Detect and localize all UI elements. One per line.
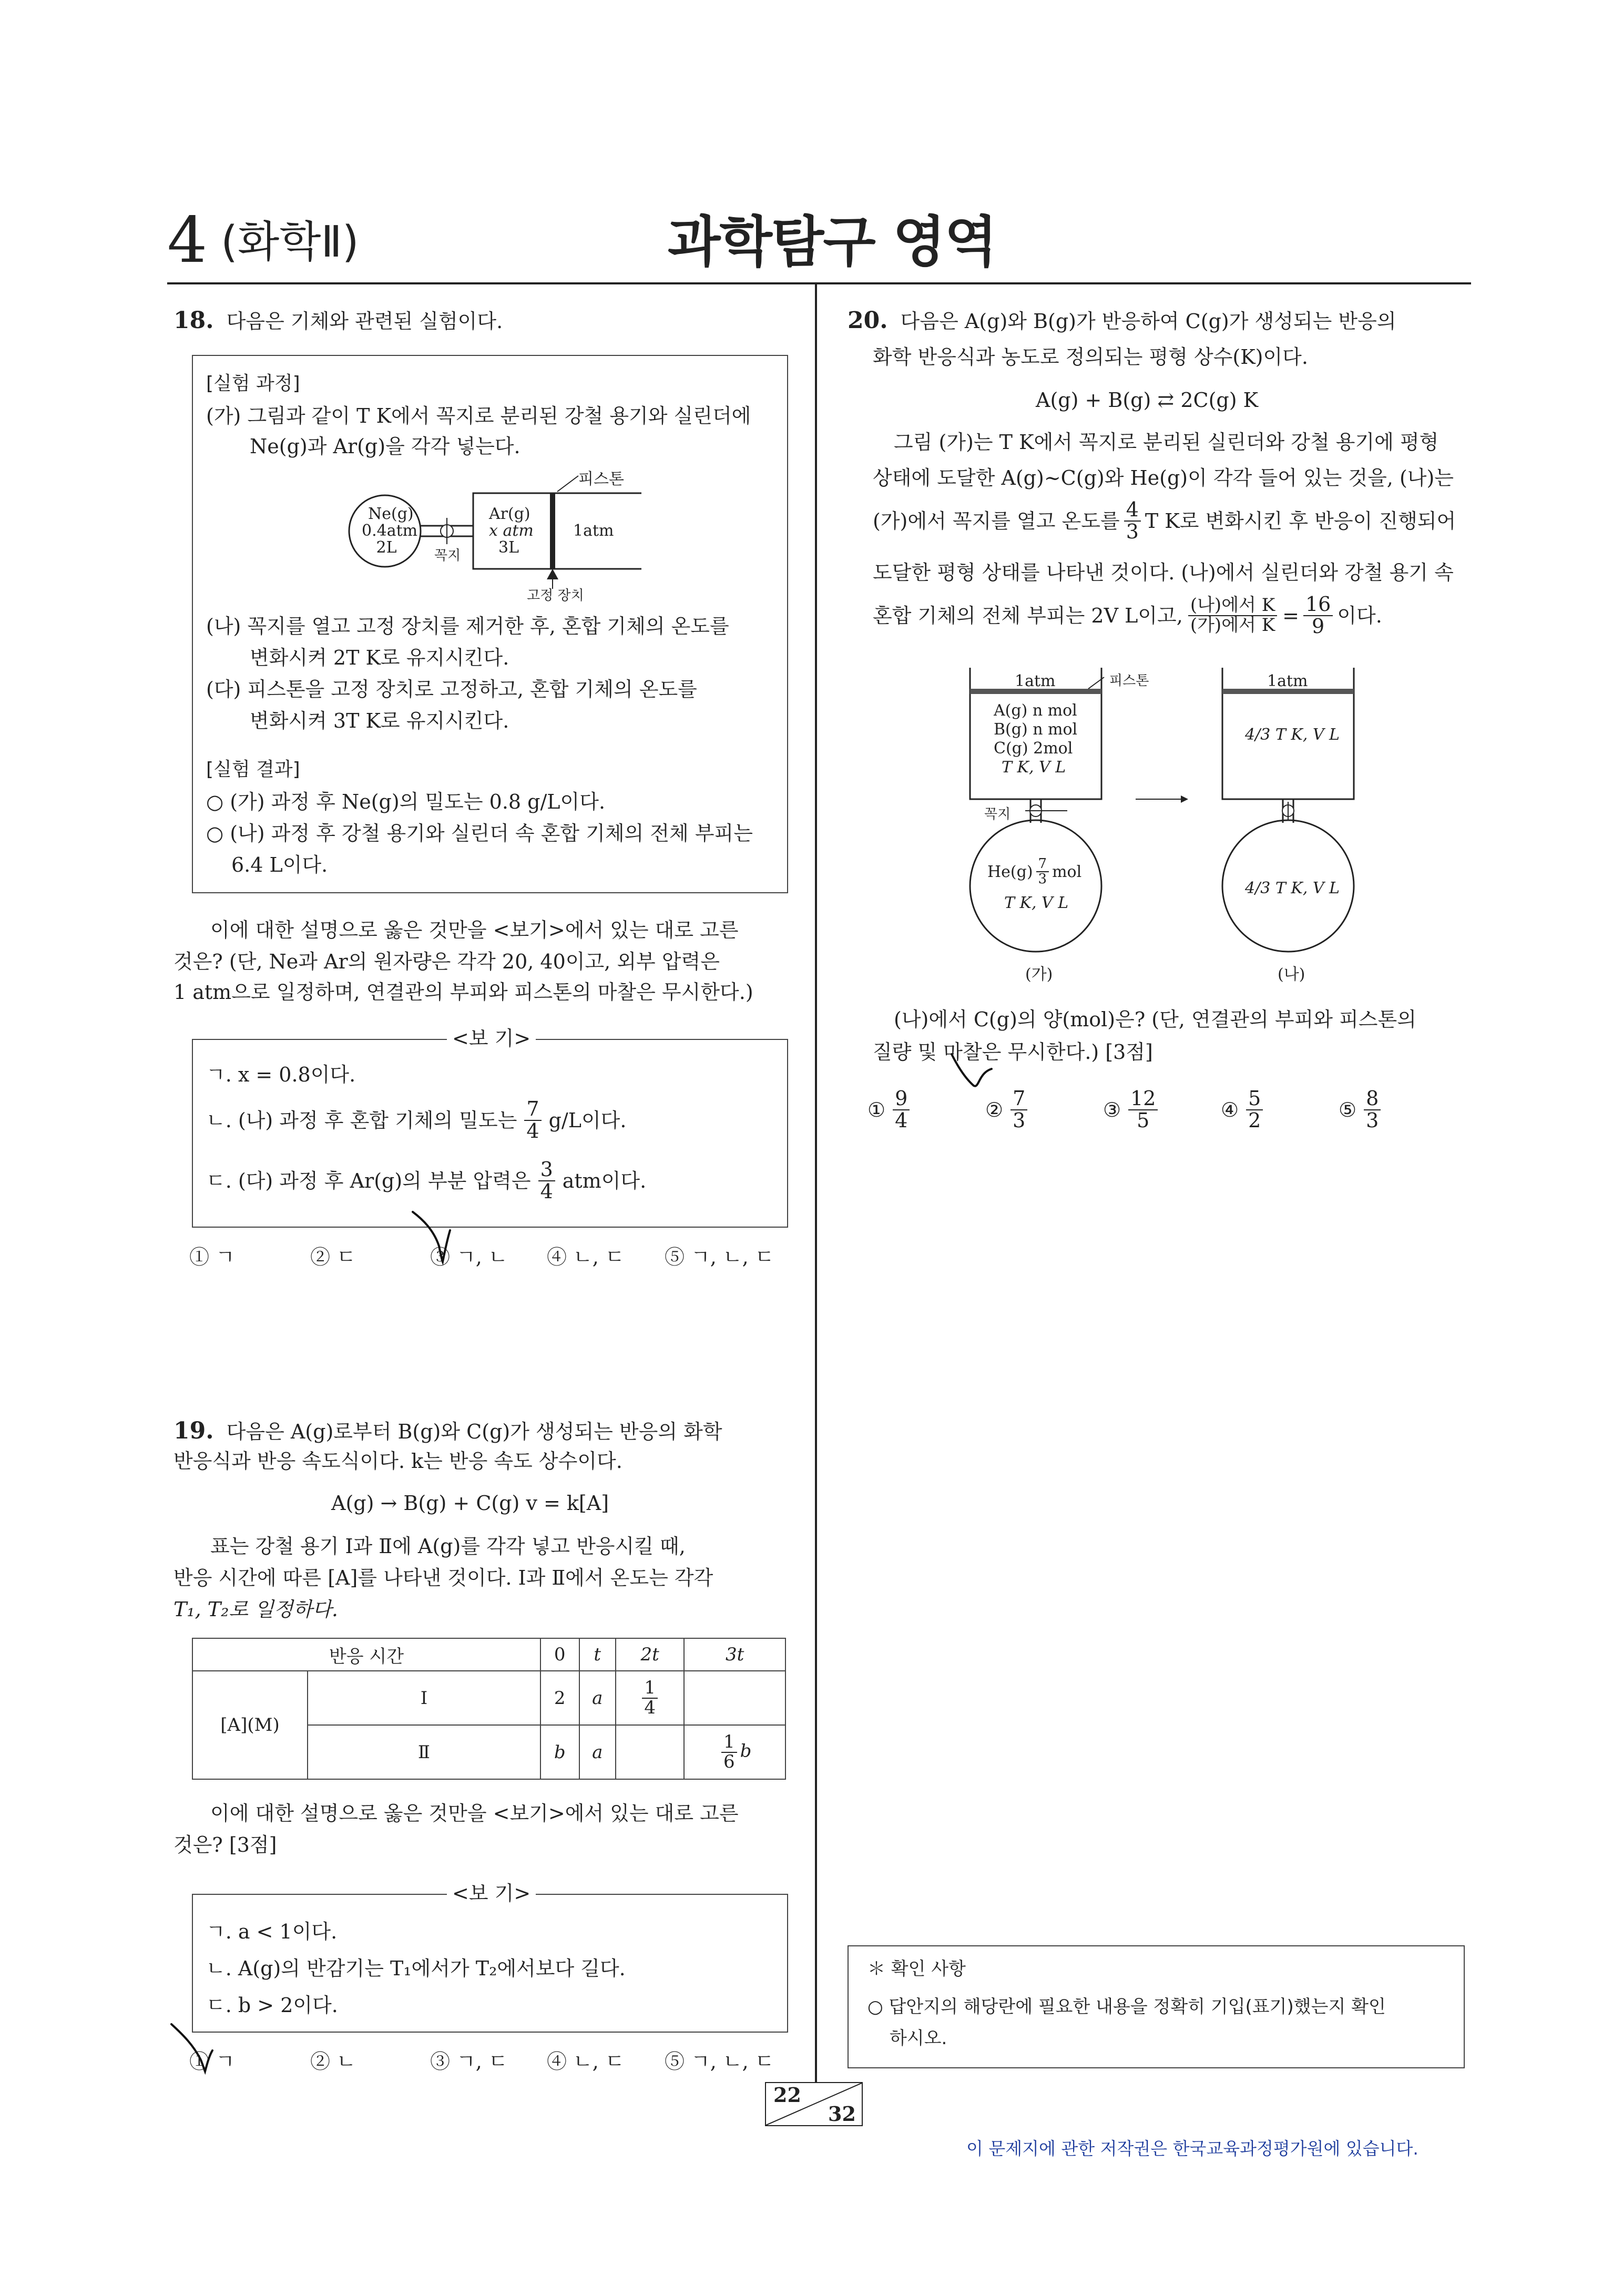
q18-choice-2[interactable]: ② ㄷ <box>310 1246 356 1269</box>
q19-table-h3: 2t <box>616 1638 684 1671</box>
q18-fig-ar1: Ar(g) <box>489 505 530 523</box>
q20-choice-5-fraction <box>1364 1088 1381 1131</box>
q19-table-r2c4-fraction <box>721 1733 737 1771</box>
q19-para-3: T₁, T₂로 일정하다. <box>173 1598 339 1621</box>
frac-den: 4 <box>895 1108 908 1132</box>
q18-result-2a: ○ (나) 과정 후 강철 용기와 실린더 속 혼합 기체의 전체 부피는 <box>206 822 753 845</box>
q19-bogi-1: ㄱ. a < 1이다. <box>206 1920 338 1943</box>
q18-fig-ar3: 3L <box>498 538 519 557</box>
q20-question-1: (나)에서 C(g)의 양(mol)은? (단, 연결관의 부피와 피스톤의 <box>894 1008 1416 1031</box>
confirm-line-1: ○ 답안지의 해당란에 필요한 내용을 정확히 기입(표기)했는지 확인 <box>867 1996 1386 2017</box>
header-rule <box>167 282 1471 284</box>
page-current: 22 <box>773 2083 801 2107</box>
q18-proc-title: [실험 과정] <box>206 373 300 394</box>
q20-para-4: 도달한 평형 상태를 나타낸 것이다. (나)에서 실린더와 강철 용기 속 <box>873 561 1454 584</box>
q19-table-h2: t <box>579 1638 616 1671</box>
frac-num: 4 <box>1124 499 1141 522</box>
q20-para-5 <box>873 594 1382 637</box>
q19-question-1: 이에 대한 설명으로 옳은 것만을 <보기>에서 있는 대로 고른 <box>210 1802 739 1825</box>
q20-fig-he-label: He(g) <box>987 862 1033 881</box>
q19-table-r2: Ⅱ <box>308 1725 540 1779</box>
frac-num: (나)에서 K <box>1188 596 1277 616</box>
q20-choice-4-mark: ④ <box>1221 1098 1239 1121</box>
frac-num: 8 <box>1364 1088 1381 1110</box>
q19-table-r1c4 <box>684 1671 785 1725</box>
q20-fig-b: B(g) n mol <box>994 720 1078 739</box>
q19-table-rowlabel: [A](M) <box>192 1671 308 1779</box>
q18-bogi-3 <box>206 1159 646 1202</box>
frac-num: 5 <box>1246 1088 1263 1110</box>
confirm-line-2: 하시오. <box>890 2028 947 2049</box>
q18-bogi-2-unit: g/L이다. <box>548 1108 627 1132</box>
q20-stem-line1 <box>848 309 1396 332</box>
q19-table-r2c2: a <box>579 1725 616 1779</box>
frac-den: 6 <box>723 1751 735 1772</box>
q19-table-h4: 3t <box>684 1638 785 1671</box>
q18-fig-ne1: Ne(g) <box>368 505 414 523</box>
q19-choice-2[interactable]: ② ㄴ <box>310 2050 356 2073</box>
page-number: 4 <box>167 204 208 277</box>
q18-fixing-device <box>547 569 558 579</box>
q18-piston <box>550 493 555 569</box>
frac-den: 9 <box>1312 614 1325 638</box>
q19-table-r1c3-fraction <box>642 1679 658 1717</box>
q18-fig-ar2: x atm <box>489 522 534 540</box>
q18-fig-fix: 고정 장치 <box>527 588 584 604</box>
q20-fig-he <box>987 857 1081 887</box>
frac-num: 12 <box>1128 1088 1158 1110</box>
q18-bogi-2-fraction <box>524 1099 541 1142</box>
q18-step-ga-1: (가) 그림과 같이 T K에서 꼭지로 분리된 강철 용기와 실린더에 <box>206 404 751 427</box>
frac-den: 4 <box>526 1119 539 1142</box>
q20-number: 20. <box>848 307 888 334</box>
q18-question-1: 이에 대한 설명으로 옳은 것만을 <보기>에서 있는 대로 고른 <box>210 919 739 942</box>
q20-stem-2: 화학 반응식과 농도로 정의되는 평형 상수(K)이다. <box>873 345 1308 369</box>
q20-fig-he-unit: mol <box>1052 862 1082 881</box>
q18-fig-ext-pressure: 1atm <box>573 522 614 540</box>
frac-num: 1 <box>642 1679 658 1699</box>
q20-choice-3[interactable] <box>1103 1088 1161 1131</box>
q19-table-r2c1: b <box>540 1725 579 1779</box>
q20-fig-right-top: 4/3 T K, V L <box>1245 726 1340 744</box>
column-divider <box>815 284 817 2083</box>
q20-choice-2-mark: ② <box>985 1098 1004 1121</box>
q19-question-2: 것은? [3점] <box>173 1833 277 1856</box>
q20-question-2: 질량 및 마찰은 무시한다.) [3점] <box>873 1040 1153 1064</box>
q18-bogi-3-fraction <box>538 1159 555 1202</box>
frac-num: 1 <box>721 1733 737 1753</box>
frac-num: 9 <box>893 1088 910 1110</box>
q20-para-5-fraction <box>1303 594 1333 637</box>
q18-bogi-2-text: ㄴ. (나) 과정 후 혼합 기체의 밀도는 <box>206 1108 517 1132</box>
q19-table-r2c4-b: b <box>740 1740 752 1762</box>
q18-stem: 다음은 기체와 관련된 실험이다. <box>226 310 503 333</box>
q20-choice-2-fraction <box>1010 1088 1027 1131</box>
q20-fig-he-fraction <box>1036 857 1049 887</box>
q18-res-title: [실험 결과] <box>206 759 300 780</box>
q20-para-2: 상태에 도달한 A(g)~C(g)와 He(g)이 각각 들어 있는 것을, (나)는 <box>873 466 1454 489</box>
q19-bogi-label: <보 기> <box>447 1883 536 1903</box>
q20-choice-1-fraction <box>893 1088 910 1131</box>
q20-para-5-eq: = <box>1282 604 1299 627</box>
q19-table-r1c1: 2 <box>540 1671 579 1725</box>
q20-fig-right-bottom: 4/3 T K, V L <box>1245 879 1340 897</box>
q18-bogi-3-text: ㄷ. (다) 과정 후 Ar(g)의 부분 압력은 <box>206 1169 531 1192</box>
q19-table-r1: Ⅰ <box>308 1671 540 1725</box>
q18-result-2b: 6.4 L이다. <box>231 853 328 876</box>
q18-number: 18. <box>173 307 214 334</box>
q20-fig-left-atm: 1atm <box>1015 672 1056 690</box>
q20-fig-caption-left: (가) <box>1025 965 1053 984</box>
q18-step-na-2: 변화시켜 2T K로 유지시킨다. <box>250 646 509 669</box>
q20-handwritten-checkmark <box>946 1049 999 1107</box>
q20-fig-c: C(g) 2mol <box>994 739 1073 758</box>
q20-para-1: 그림 (가)는 T K에서 꼭지로 분리된 실린더와 강철 용기에 평형 <box>894 431 1439 454</box>
q18-step-ga-2: Ne(g)과 Ar(g)을 각각 넣는다. <box>250 435 520 458</box>
q18-choice-1[interactable]: ① ㄱ <box>189 1246 235 1269</box>
q18-stem-line <box>173 309 503 332</box>
frac-num: 3 <box>538 1159 555 1181</box>
q18-step-da-1: (다) 피스톤을 고정 장치로 고정하고, 혼합 기체의 온도를 <box>206 678 697 701</box>
q19-stem-2: 반응식과 반응 속도식이다. k는 반응 속도 상수이다. <box>173 1450 622 1473</box>
q19-para-2: 반응 시간에 따른 [A]를 나타낸 것이다. Ⅰ과 Ⅱ에서 온도는 각각 <box>173 1566 713 1589</box>
q20-para-5-b: 이다. <box>1337 604 1382 627</box>
copyright-notice: 이 문제지에 관한 저작권은 한국교육과정평가원에 있습니다. <box>966 2138 1418 2159</box>
q20-fig-he-tv: T K, V L <box>1004 894 1069 912</box>
frac-den: 3 <box>1038 871 1047 887</box>
q19-table-r1c2: a <box>579 1671 616 1725</box>
q20-choice-5-mark: ⑤ <box>1339 1098 1357 1121</box>
frac-den: 3 <box>1366 1108 1379 1132</box>
q18-step-na-1: (나) 꼭지를 열고 고정 장치를 제거한 후, 혼합 기체의 온도를 <box>206 615 729 638</box>
frac-den: 3 <box>1013 1108 1026 1132</box>
q18-fig-ne2: 0.4atm <box>362 522 418 540</box>
q19-para-1: 표는 강철 용기 Ⅰ과 Ⅱ에 A(g)를 각각 넣고 반응시킬 때, <box>210 1535 686 1558</box>
q18-choice-3[interactable]: ③ ㄱ, ㄴ <box>430 1246 508 1269</box>
q19-bogi-3: ㄷ. b > 2이다. <box>206 1994 338 2017</box>
confirm-title: ＊ 확인 사항 <box>867 1958 966 1979</box>
q20-stem-1: 다음은 A(g)와 B(g)가 반응하여 C(g)가 생성되는 반응의 <box>900 310 1396 333</box>
q20-transition-arrow <box>1181 795 1188 803</box>
q20-para-5-a: 혼합 기체의 전체 부피는 2V L이고, <box>873 604 1183 627</box>
frac-num: 7 <box>1010 1088 1027 1110</box>
q18-bogi-label: <보 기> <box>447 1028 536 1048</box>
q19-choice-4[interactable]: ④ ㄴ, ㄷ <box>547 2050 625 2073</box>
q20-fig-piston: 피스톤 <box>1109 673 1149 689</box>
q20-fig-caption-right: (나) <box>1278 965 1305 984</box>
page-counter <box>765 2082 863 2126</box>
q18-bogi-1: ㄱ. x = 0.8이다. <box>206 1063 356 1086</box>
q18-choice-5[interactable]: ⑤ ㄱ, ㄴ, ㄷ <box>665 1246 774 1269</box>
q19-number: 19. <box>173 1417 214 1444</box>
frac-den: 2 <box>1248 1108 1261 1132</box>
q20-para-3-a: (가)에서 꼭지를 열고 온도를 <box>873 509 1120 533</box>
q18-choice-4[interactable]: ④ ㄴ, ㄷ <box>547 1246 625 1269</box>
q19-choice-1[interactable]: ① ㄱ <box>189 2050 235 2073</box>
q20-para-3 <box>873 499 1456 543</box>
q19-choice-3[interactable]: ③ ㄱ, ㄷ <box>430 2050 508 2073</box>
frac-num: 7 <box>524 1099 541 1121</box>
page-title: 과학탐구 영역 <box>668 210 996 274</box>
q20-choice-5[interactable] <box>1339 1088 1384 1131</box>
q18-fig-piston: 피스톤 <box>578 470 624 488</box>
q19-handwritten-checkmark <box>167 2019 220 2077</box>
frac-den: 4 <box>644 1697 656 1718</box>
q20-fig-a: A(g) n mol <box>994 701 1077 720</box>
q20-fig-right-atm: 1atm <box>1267 672 1308 690</box>
subject-label: (화학Ⅱ) <box>221 217 359 267</box>
frac-den: (가)에서 K <box>1190 614 1275 636</box>
q18-step-da-2: 변화시켜 3T K로 유지시킨다. <box>250 709 509 732</box>
q20-choice-1-mark: ① <box>867 1098 886 1121</box>
q19-data-table <box>192 1638 786 1780</box>
q20-equation: A(g) + B(g) ⇄ 2C(g) K <box>1036 389 1259 412</box>
frac-den: 5 <box>1137 1108 1150 1132</box>
page-total: 32 <box>828 2102 856 2126</box>
frac-den: 4 <box>540 1179 553 1203</box>
q19-stem-line1 <box>173 1417 722 1444</box>
q18-question-3: 1 atm으로 일정하며, 연결관의 부피와 피스톤의 마찰은 무시한다.) <box>173 981 753 1004</box>
frac-num: 16 <box>1303 594 1333 616</box>
q18-fig-ne3: 2L <box>376 538 397 557</box>
q19-table-r1c3 <box>616 1671 684 1725</box>
q18-result-1: ○ (가) 과정 후 Ne(g)의 밀도는 0.8 g/L이다. <box>206 790 606 813</box>
q19-table-h1: 0 <box>540 1638 579 1671</box>
frac-den: 3 <box>1126 519 1139 543</box>
q19-bogi-2: ㄴ. A(g)의 반감기는 T₁에서가 T₂에서보다 길다. <box>206 1957 626 1980</box>
q19-choice-5[interactable]: ⑤ ㄱ, ㄴ, ㄷ <box>665 2050 774 2073</box>
q20-fig-tv: T K, V L <box>1002 758 1066 777</box>
q19-table-r2c4 <box>684 1725 785 1779</box>
q20-choice-4[interactable] <box>1221 1088 1266 1131</box>
q19-stem-1: 다음은 A(g)로부터 B(g)와 C(g)가 생성되는 반응의 화학 <box>226 1420 722 1443</box>
q20-para-3-fraction <box>1124 499 1141 543</box>
q20-fig-valve: 꼭지 <box>984 807 1011 822</box>
q20-choice-3-fraction <box>1128 1088 1158 1131</box>
q19-equation: A(g) → B(g) + C(g) v = k[A] <box>331 1492 609 1515</box>
q20-choice-4-fraction <box>1246 1088 1263 1131</box>
q19-table-r2c3 <box>616 1725 684 1779</box>
frac-num: 7 <box>1036 857 1049 872</box>
q20-choice-3-mark: ③ <box>1103 1098 1121 1121</box>
q18-fig-valve: 꼭지 <box>434 548 461 564</box>
q20-choice-1[interactable] <box>867 1088 913 1131</box>
q18-question-2: 것은? (단, Ne과 Ar의 원자량은 각각 20, 40이고, 외부 압력은 <box>173 950 720 973</box>
q18-bogi-3-unit: atm이다. <box>562 1169 647 1192</box>
q20-para-3-b: T K로 변화시킨 후 반응이 진행되어 <box>1145 509 1456 533</box>
q19-table-h0: 반응 시간 <box>192 1638 540 1671</box>
q20-para-5-k-ratio <box>1188 596 1277 635</box>
q18-handwritten-checkmark <box>410 1209 452 1267</box>
q18-bogi-2 <box>206 1099 626 1142</box>
